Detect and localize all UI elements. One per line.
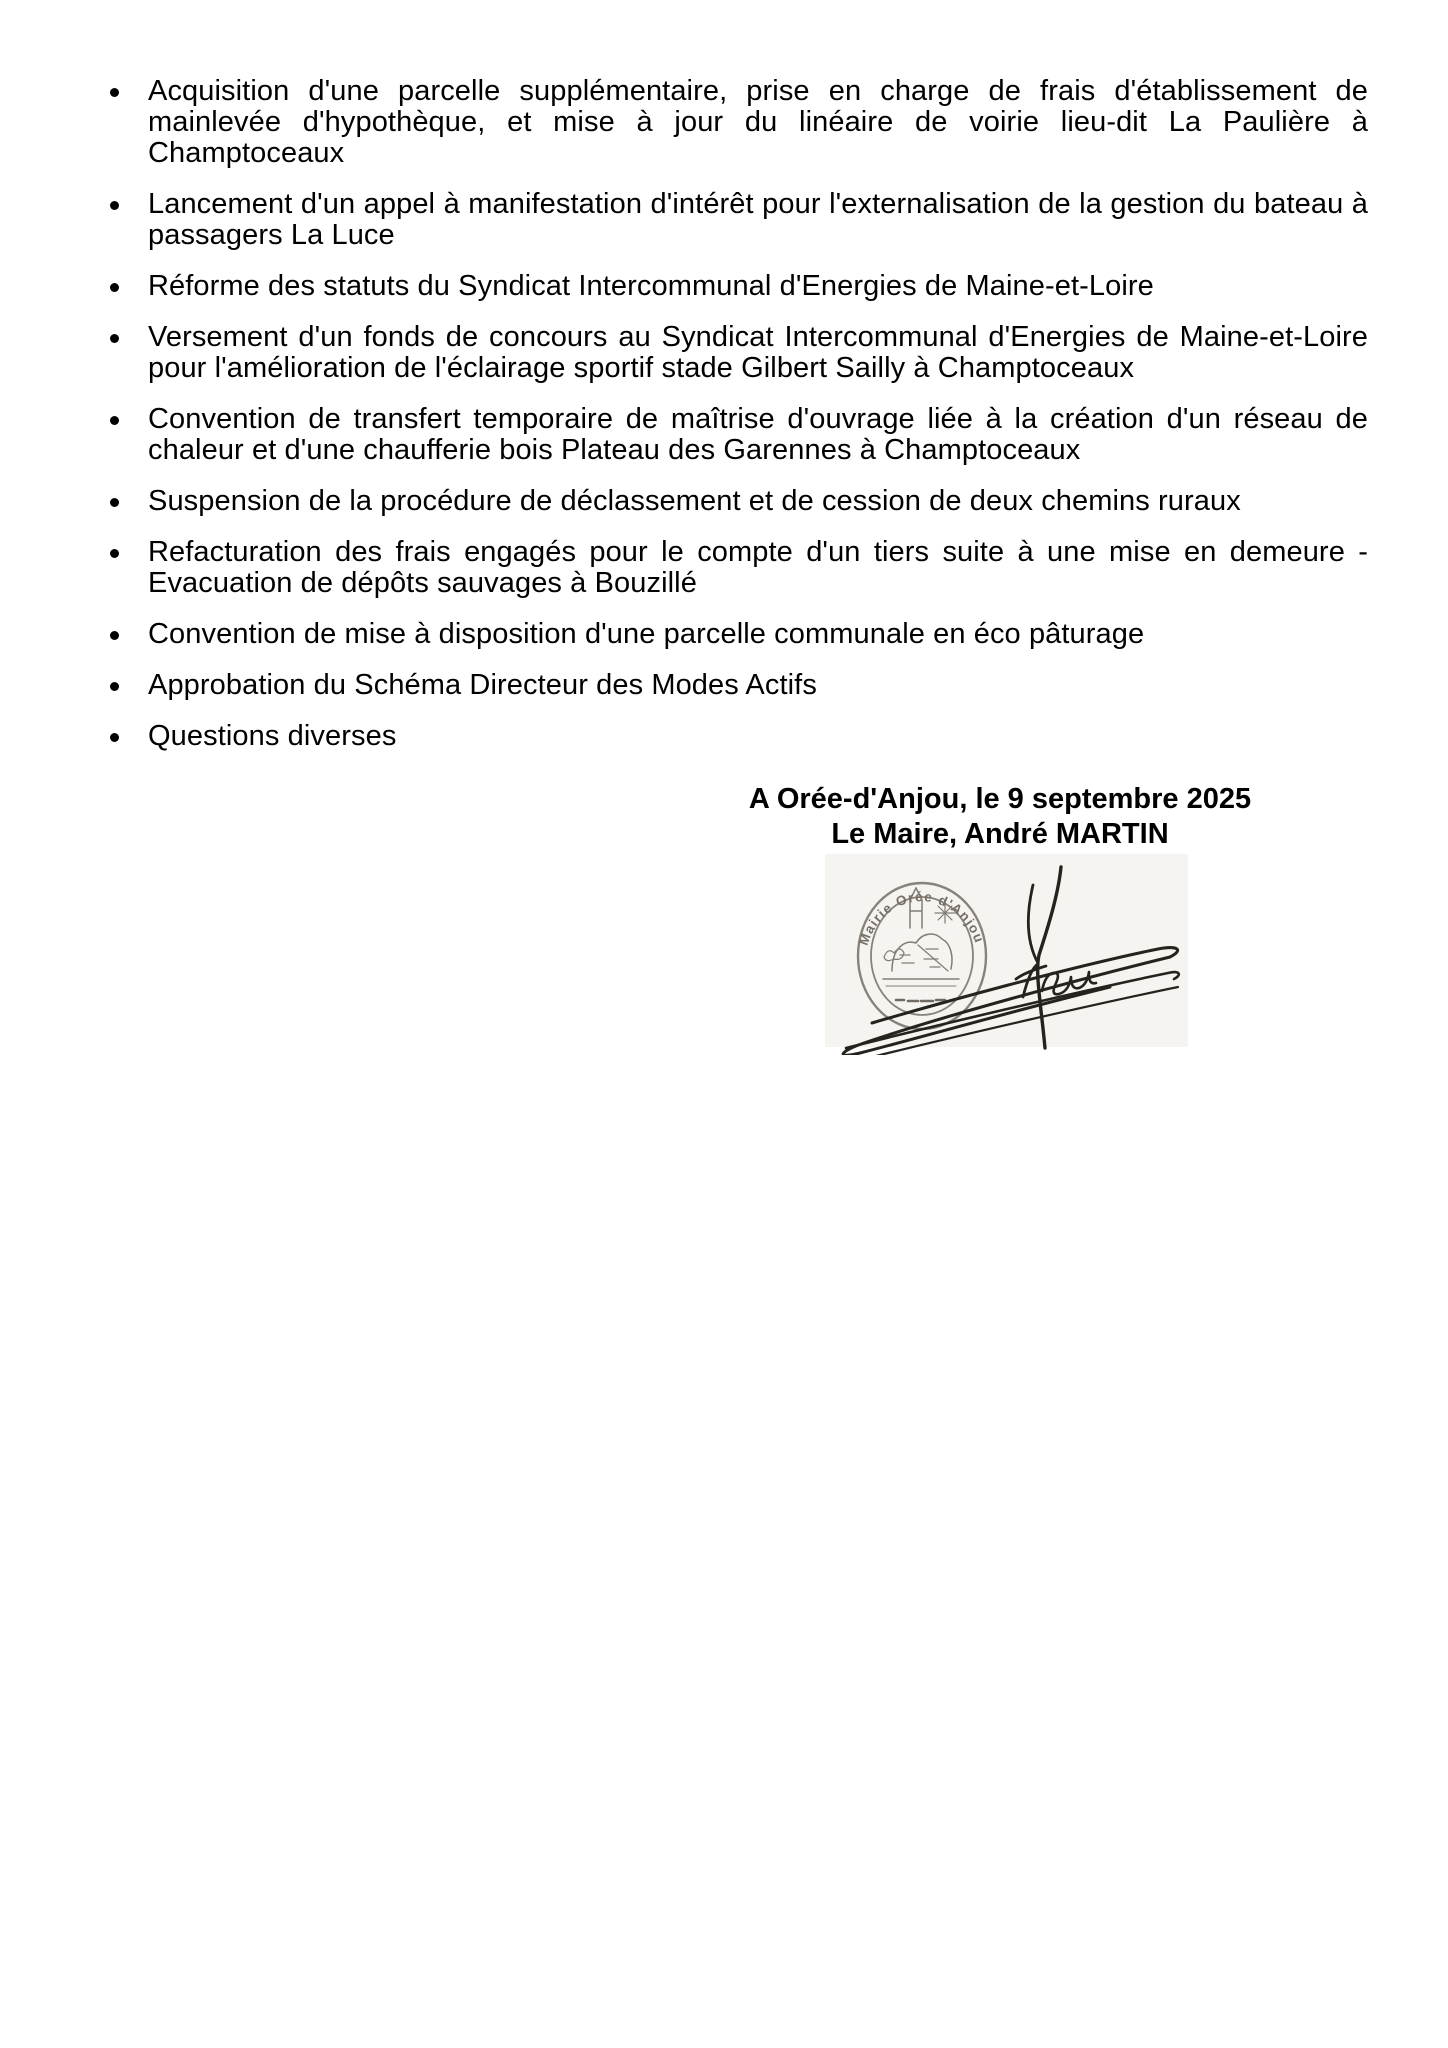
list-item bbox=[108, 404, 1368, 466]
bullet-icon bbox=[110, 88, 119, 97]
list-item bbox=[108, 76, 1368, 169]
list-item bbox=[108, 721, 1368, 752]
closing-block bbox=[735, 782, 1265, 852]
bullet-icon bbox=[110, 549, 119, 558]
agenda-item-text: Convention de transfert temporaire de maîtrise d'ouvrage liée à la création d'un réseau de chaleur et d'une chaufferie bois Plateau des Garennes à Champtoceaux bbox=[148, 403, 1368, 466]
bullet-icon bbox=[110, 283, 119, 292]
agenda-item-text: Questions diverses bbox=[148, 720, 397, 752]
list-item bbox=[108, 486, 1368, 517]
signature-area bbox=[780, 845, 1200, 1055]
bullet-icon bbox=[110, 631, 119, 640]
bullet-icon bbox=[110, 498, 119, 507]
signature-stamp-image bbox=[780, 845, 1200, 1055]
agenda-item-text: Versement d'un fonds de concours au Syndicat Intercommunal d'Energies de Maine-et-Loire pour l'amélioration de l'éclairage sportif stade Gilbert Sailly à Champtoceaux bbox=[148, 321, 1368, 384]
bullet-icon bbox=[110, 733, 119, 742]
list-item bbox=[108, 537, 1368, 599]
list-item bbox=[108, 670, 1368, 701]
stamp-curved-text: Mairie Orée d'Anjou bbox=[855, 888, 988, 948]
bullet-icon bbox=[110, 682, 119, 691]
list-item bbox=[108, 189, 1368, 251]
list-item bbox=[108, 271, 1368, 302]
dateline: A Orée-d'Anjou, le 9 septembre 2025 bbox=[748, 783, 1252, 815]
agenda-list bbox=[108, 76, 1368, 752]
agenda-item-text: Convention de mise à disposition d'une parcelle communale en éco pâturage bbox=[148, 618, 1145, 650]
agenda-item-text: Lancement d'un appel à manifestation d'intérêt pour l'externalisation de la gestion du bateau à passagers La Luce bbox=[148, 188, 1368, 251]
agenda-item-text: Approbation du Schéma Directeur des Modes Actifs bbox=[148, 669, 817, 701]
signatory-line: Le Maire, André MARTIN bbox=[831, 818, 1169, 850]
bullet-icon bbox=[110, 334, 119, 343]
agenda-item-text: Refacturation des frais engagés pour le compte d'un tiers suite à une mise en demeure - Evacuation de dépôts sauvages à Bouzillé bbox=[148, 536, 1368, 599]
agenda-item-text: Acquisition d'une parcelle supplémentaire, prise en charge de frais d'établissement de mainlevée d'hypothèque, et mise à jour du linéaire de voirie lieu-dit La Paulière à Champtoceaux bbox=[148, 75, 1368, 169]
list-item bbox=[108, 619, 1368, 650]
agenda-item-text: Suspension de la procédure de déclassement et de cession de deux chemins ruraux bbox=[148, 485, 1241, 517]
bullet-icon bbox=[110, 416, 119, 425]
bullet-icon bbox=[110, 201, 119, 210]
scan-backdrop bbox=[825, 854, 1188, 1047]
list-item bbox=[108, 322, 1368, 384]
agenda-item-text: Réforme des statuts du Syndicat Intercommunal d'Energies de Maine-et-Loire bbox=[148, 270, 1154, 302]
